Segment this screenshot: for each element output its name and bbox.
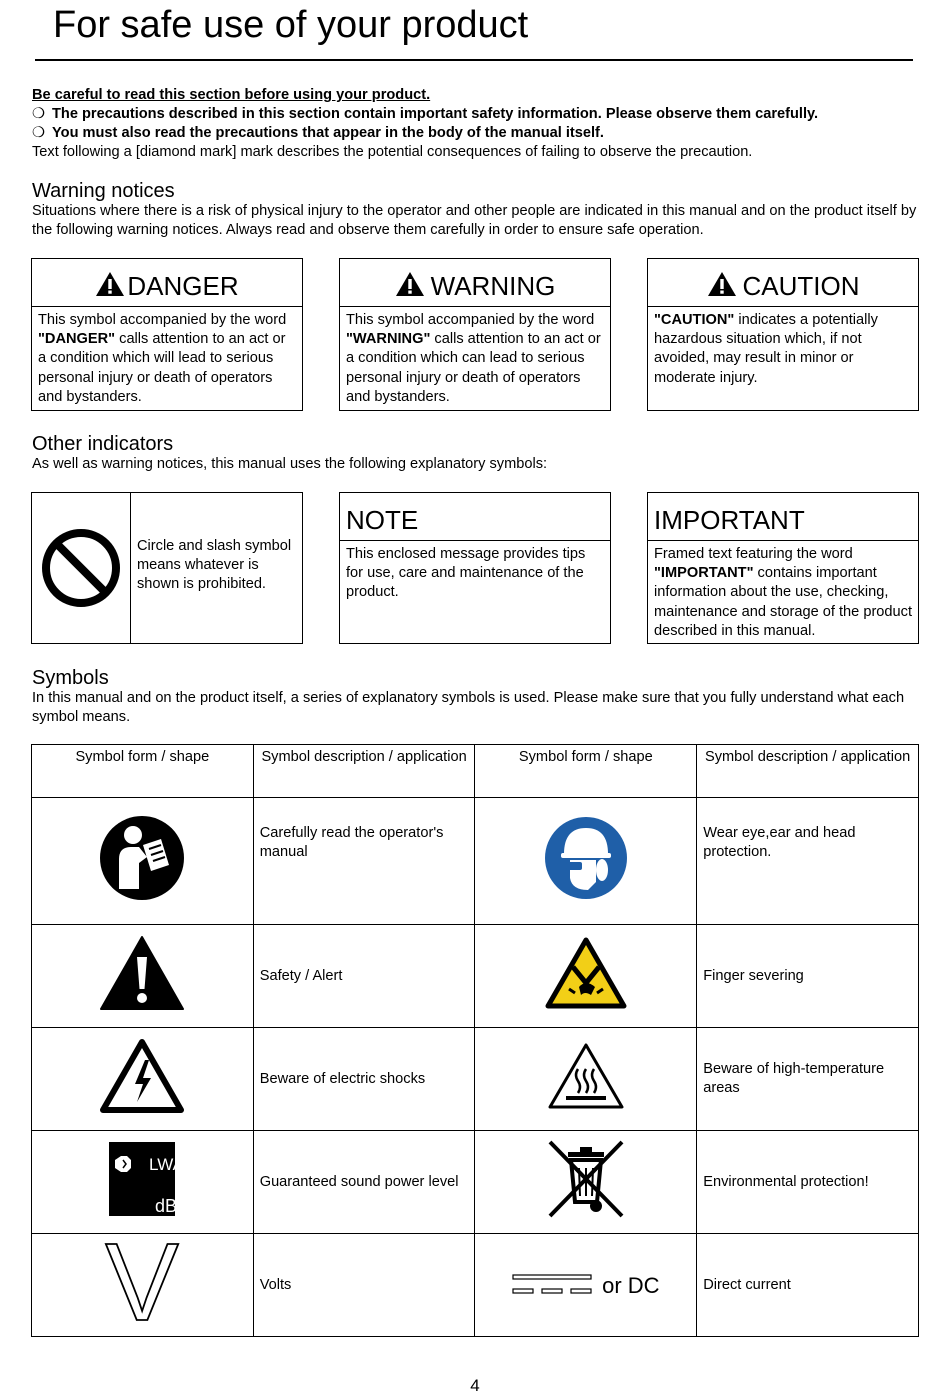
table-row [32,798,919,925]
column-header: Symbol form / shape [32,745,254,798]
volts-glyph: V [105,1221,180,1344]
weee-bin-icon [546,1138,626,1220]
table-row [32,1234,919,1337]
intro-lead: Be careful to read this section before using your product. [32,87,431,103]
page-title: For safe use of your product [53,4,529,46]
warning-notices-heading: Warning notices [32,180,175,202]
prohibited-box [31,492,303,644]
symbols-table [31,744,919,1344]
important-text: Framed text featuring the word "IMPORTANT" contains important information about the use, checking, maintenance and storage of the product described in this manual. [654,546,912,639]
hot-surface-icon [546,1041,626,1111]
electric-shock-icon [99,1038,185,1114]
symbol-cell [32,798,254,925]
caution-label: CAUTION [742,271,860,301]
finger-severing-icon [545,937,627,1009]
warning-label: WARNING [430,271,556,301]
note-text: This enclosed message provides tips for use, care and maintenance of the product. [346,546,586,601]
symbol-description: Finger severing [697,925,919,1028]
table-row [32,925,919,1028]
read-manual-icon [99,815,185,901]
important-header [648,493,918,541]
symbol-description: Direct current [697,1234,919,1337]
column-header: Symbol description / application [697,745,919,798]
symbol-description: Safety / Alert [253,925,475,1028]
table-row [32,1131,919,1234]
important-label: IMPORTANT [654,505,805,535]
other-indicators-heading: Other indicators [32,433,174,455]
symbol-cell [475,1028,697,1131]
warning-triangle-icon [707,271,737,297]
table-header-row [32,745,919,798]
warning-box [339,258,611,411]
warning-header [340,259,610,307]
prohibited-text: Circle and slash symbol means whatever is shown is prohibited. [137,538,292,593]
caution-box [647,258,919,411]
direct-current-icon [512,1273,594,1297]
symbol-description: Volts [253,1234,475,1337]
danger-text: This symbol accompanied by the word "DANGER" calls attention to an act or a condition which will lead to serious personal injury or death of operators and bystanders. [38,312,287,405]
intro-bullet: ❍ You must also read the precautions that appear in the body of the manual itself. [32,124,922,143]
intro-section [32,86,922,162]
symbol-description: Beware of electric shocks [253,1028,475,1131]
protection-gear-icon [544,816,628,900]
lwa-label: LWA [149,1155,185,1174]
column-header: Symbol form / shape [475,745,697,798]
note-label: NOTE [346,505,419,535]
column-header: Symbol description / application [253,745,475,798]
symbol-description: Carefully read the operator's manual [253,798,475,925]
dc-or-text: or DC [602,1272,660,1298]
intro-bullet: ❍ The precautions described in this section contain important safety information. Please observe them carefully. [32,105,922,124]
prohibited-icon [40,527,122,609]
symbol-description: Wear eye,ear and head protection. [697,798,919,925]
symbol-cell [32,925,254,1028]
other-indicators-text: As well as warning notices, this manual uses the following explanatory symbols: [32,456,548,472]
symbol-cell [475,798,697,925]
symbol-description: Environmental protection! [697,1131,919,1234]
note-header [340,493,610,541]
prohibited-icon-cell [32,493,131,643]
warning-triangle-icon [95,271,125,297]
important-box [647,492,919,644]
symbols-heading: Symbols [32,667,109,689]
warning-text: This symbol accompanied by the word "WARNING" calls attention to an act or a condition which can lead to serious personal injury or death of operators and bystanders. [346,312,601,405]
note-box [339,492,611,644]
danger-box [31,258,303,411]
symbol-description: Guaranteed sound power level [253,1131,475,1234]
warning-triangle-icon [395,271,425,297]
intro-note: Text following a [diamond mark] mark describes the potential consequences of failing to observe the precaution. [32,144,753,160]
page-number: 4 [470,1376,480,1395]
caution-header [648,259,918,307]
danger-header [32,259,302,307]
symbol-cell [475,925,697,1028]
symbol-cell [32,1221,254,1344]
symbol-cell [32,1028,254,1131]
symbol-description: Beware of high-temperature areas [697,1028,919,1131]
symbol-cell [475,1131,697,1234]
title-rule [35,59,913,61]
warning-notices-text: Situations where there is a risk of physical injury to the operator and other people are indicated in this manual and on the product itself by the following warning notices. Always read and observe them carefully in order to ensure safe operation. [32,203,917,238]
table-row [32,1028,919,1131]
db-label: dB [155,1196,178,1216]
symbols-text: In this manual and on the product itself, a series of explanatory symbols is used. Please make sure that you fully understand what each symbol means. [32,690,905,725]
danger-label: DANGER [127,271,239,301]
symbol-cell [475,1234,697,1337]
sound-power-icon [109,1142,185,1216]
symbol-cell [32,1131,254,1234]
volts-icon [105,1221,180,1344]
caution-text: "CAUTION" indicates a potentially hazardous situation which, if not avoided, may result in minor or moderate injury. [654,312,878,386]
safety-alert-icon [99,935,185,1011]
